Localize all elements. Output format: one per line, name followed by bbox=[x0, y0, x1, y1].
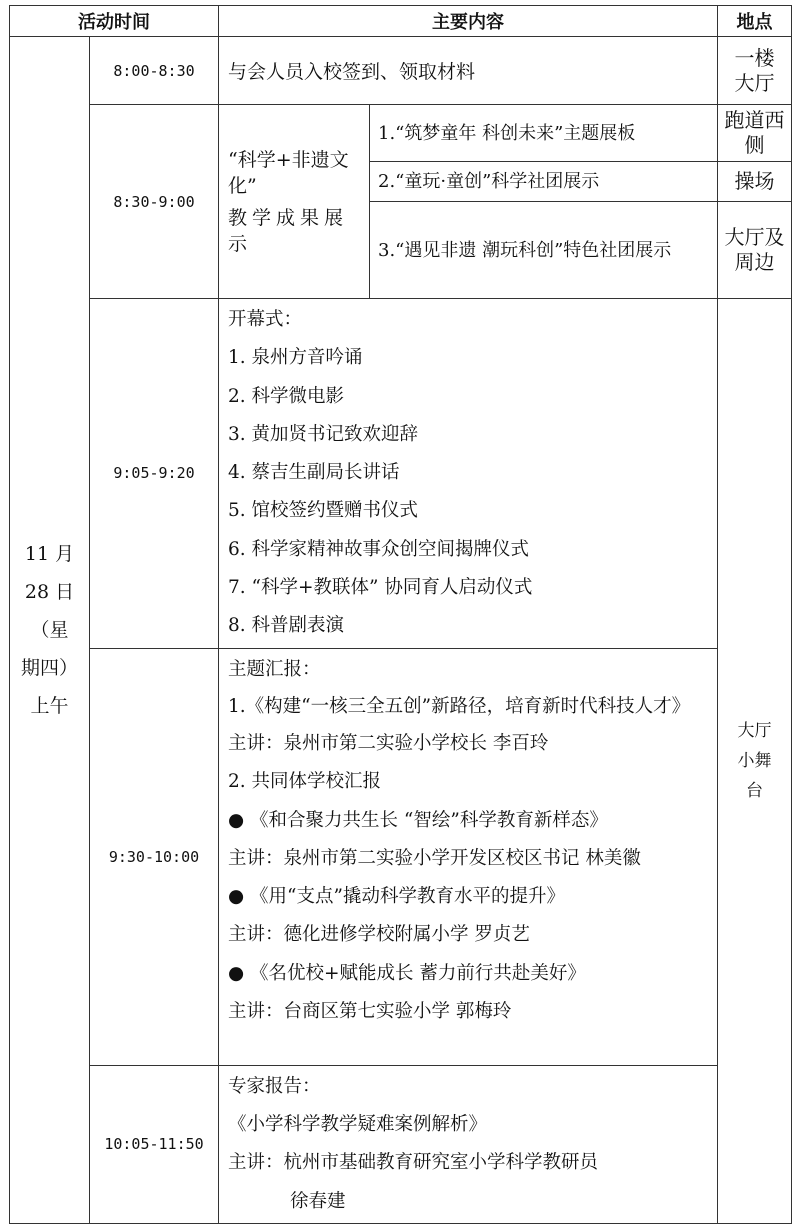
time-cell: 9:30-10:00 bbox=[90, 648, 219, 1065]
date-line3: （星 bbox=[30, 618, 69, 641]
report-bullet: ● 《名优校+赋能成长 蓄力前行共赴美好》 bbox=[228, 962, 586, 984]
exhibit-item: 3.“遇见非遗 潮玩科创”特色社团展示 bbox=[370, 202, 718, 299]
reports-heading: 主题汇报： bbox=[228, 658, 321, 680]
time-cell: 10:05-11:50 bbox=[90, 1065, 219, 1223]
report-bullet: ● 《用“支点”撬动科学教育水平的提升》 bbox=[228, 886, 565, 908]
report-speaker: 主讲：台商区第七实验小学 郭梅玲 bbox=[228, 1001, 512, 1023]
header-content: 主要内容 bbox=[219, 6, 718, 37]
place-line: 大厅 bbox=[737, 720, 772, 741]
opening-line: 开幕式： bbox=[228, 309, 303, 330]
opening-line: 5. 馆校签约暨赠书仪式 bbox=[228, 500, 419, 522]
date-cell bbox=[10, 37, 90, 1224]
date-line5: 上午 bbox=[30, 694, 69, 717]
report-speaker: 主讲：泉州市第二实验小学校长 李百玲 bbox=[228, 732, 549, 754]
exhibit-theme-a: “科学+非遗文化” bbox=[228, 148, 349, 197]
opening-line: 1. 泉州方音吟诵 bbox=[228, 347, 363, 369]
row-reports bbox=[10, 648, 792, 1065]
header-row bbox=[10, 6, 792, 37]
schedule-page bbox=[9, 5, 791, 1212]
row-signin bbox=[10, 37, 792, 105]
exhibit-theme bbox=[219, 105, 370, 299]
place-line: 大厅 bbox=[734, 70, 775, 95]
opening-content bbox=[219, 299, 718, 649]
report-item: 1.《构建“一核三全五创”新路径，培育新时代科技人才》 bbox=[228, 695, 691, 717]
opening-line: 6. 科学家精神故事众创空间揭牌仪式 bbox=[228, 538, 530, 560]
row-opening bbox=[10, 299, 792, 649]
expert-speaker-name: 徐春建 bbox=[290, 1190, 346, 1212]
report-item: 2. 共同体学校汇报 bbox=[228, 771, 382, 793]
opening-line: 2. 科学微电影 bbox=[228, 385, 345, 407]
content-signin: 与会人员入校签到、领取材料 bbox=[219, 37, 718, 105]
exhibit-item: 1.“筑梦童年 科创未来”主题展板 bbox=[370, 105, 718, 162]
date-line2: 28 日 bbox=[24, 580, 75, 603]
place-line: 台 bbox=[746, 780, 763, 801]
expert-title: 《小学科学教学疑难案例解析》 bbox=[228, 1113, 488, 1135]
place-lobby bbox=[718, 37, 792, 105]
row-expert bbox=[10, 1065, 792, 1223]
time-cell: 8:00-8:30 bbox=[90, 37, 219, 105]
time-cell: 8:30-9:00 bbox=[90, 105, 219, 299]
place-cell: 操场 bbox=[718, 162, 792, 202]
opening-line: 3. 黄加贤书记致欢迎辞 bbox=[228, 423, 419, 445]
report-bullet: ● 《和合聚力共生长 “智绘”科学教育新样态》 bbox=[228, 809, 608, 831]
date-line4: 期四） bbox=[20, 656, 78, 679]
place-stage bbox=[718, 299, 792, 1224]
header-place: 地点 bbox=[718, 6, 792, 37]
expert-speaker: 主讲：杭州市基础教育研究室小学科学教研员 bbox=[228, 1152, 599, 1174]
schedule-table bbox=[9, 5, 792, 1224]
report-speaker: 主讲：泉州市第二实验小学开发区校区书记 林美徽 bbox=[228, 847, 641, 869]
place-cell: 大厅及周边 bbox=[718, 202, 792, 299]
row-exhibit-1 bbox=[10, 105, 792, 162]
place-cell: 跑道西侧 bbox=[718, 105, 792, 162]
place-line: 小舞 bbox=[737, 750, 772, 771]
time-cell: 9:05-9:20 bbox=[90, 299, 219, 649]
opening-line: 4. 蔡吉生副局长讲话 bbox=[228, 462, 400, 484]
opening-line: 8. 科普剧表演 bbox=[228, 615, 345, 637]
expert-heading: 专家报告： bbox=[228, 1075, 321, 1097]
report-speaker: 主讲：德化进修学校附属小学 罗贞艺 bbox=[228, 924, 530, 946]
opening-line: 7. “科学+教联体” 协同育人启动仪式 bbox=[228, 577, 533, 599]
exhibit-item: 2.“童玩·童创”科学社团展示 bbox=[370, 162, 718, 202]
reports-content bbox=[219, 648, 718, 1065]
exhibit-theme-b: 教学成果展示 bbox=[228, 206, 349, 255]
expert-content bbox=[219, 1065, 718, 1223]
date-line1: 11 月 bbox=[24, 542, 75, 565]
place-line: 一楼 bbox=[734, 45, 775, 70]
header-time: 活动时间 bbox=[10, 6, 219, 37]
